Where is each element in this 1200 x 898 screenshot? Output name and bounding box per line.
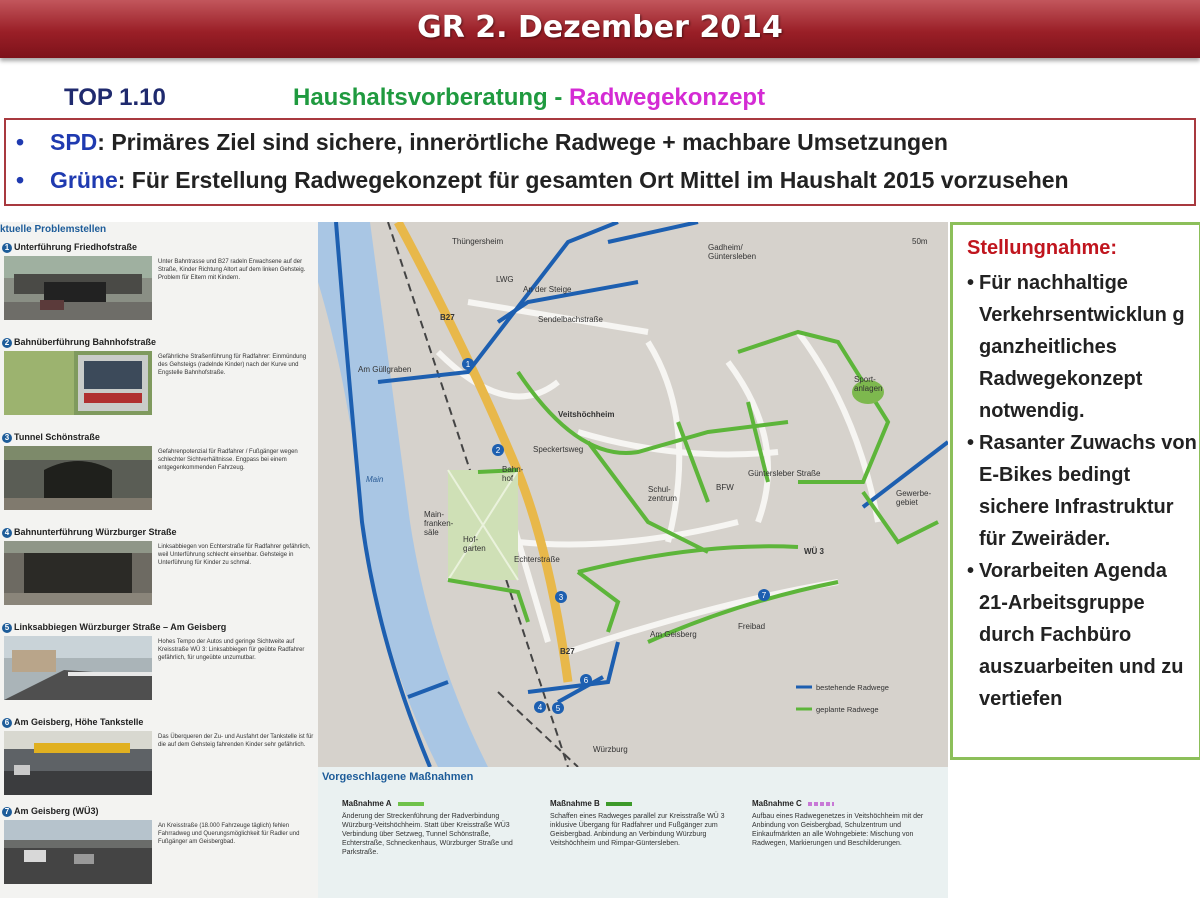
problem-list-heading: ktuelle Problemstellen — [0, 224, 107, 235]
map-label: B27 — [440, 313, 455, 322]
map-label: Main-franken-säle — [424, 510, 454, 537]
measure-title: Maßnahme C — [752, 799, 802, 808]
problem-photo — [4, 446, 152, 510]
problem-text: Linksabbiegen von Echterstraße für Radfahrer gefährlich, weil Unterführung schlecht einsehbar. Gehsteige in Unterführung für Kinder zu schmal. — [158, 544, 311, 566]
problem-title: Am Geisberg, Höhe Tankstelle — [14, 717, 144, 727]
map-label: Gewerbe-gebiet — [896, 489, 932, 507]
problem-number: 5 — [2, 623, 12, 633]
problem-text: Gefahrenpotenzial für Radfahrer / Fußgänger wegen schlechter Sichtverhältnisse. Engpass bei einem entgegenkommenden Fahrzeug. — [158, 449, 298, 471]
problem-item — [0, 242, 318, 328]
party-name: Grüne — [50, 167, 118, 193]
problem-photo — [4, 820, 152, 884]
map-label: Würzburg — [593, 745, 628, 754]
map-label: Schul-zentrum — [648, 485, 677, 503]
map-scale: 50m — [912, 237, 928, 246]
measure-line-swatch — [398, 802, 424, 806]
problem-text: Unter Bahntrasse und B27 radeln Erwachsene auf der Straße, Kinder Richtung Altort auf dem linken Gehsteig. Problem für Eltern mit Kindern. — [158, 259, 306, 281]
svg-text:2: 2 — [495, 446, 501, 455]
map-label: Am Geisberg — [650, 630, 697, 639]
agenda-topic — [293, 84, 765, 112]
party-statements — [4, 118, 1196, 206]
statement-text: : Für Erstellung Radwegekonzept für gesamten Ort Mittel im Haushalt 2015 vorzusehen — [117, 167, 1069, 193]
position-statement-box — [950, 222, 1200, 760]
problem-item — [0, 717, 318, 803]
cycle-map-figure — [0, 222, 948, 898]
town-map — [318, 222, 948, 767]
map-label: An der Steige — [523, 285, 572, 294]
map-label: Hof-garten — [463, 535, 486, 553]
topic-separator: - — [547, 84, 570, 111]
position-text: Vorarbeiten Agenda 21-Arbeitsgruppe durch Fachbüro auszuarbeiten und zu vertiefen — [979, 560, 1184, 710]
bullet: • — [967, 560, 975, 582]
problem-item — [0, 622, 318, 708]
bullet: • — [967, 432, 975, 454]
problem-title: Am Geisberg (WÜ3) — [14, 806, 99, 816]
measure-line-swatch — [606, 802, 632, 806]
legend-planned: geplante Radwege — [816, 705, 879, 714]
map-label: Veitshöchheim — [558, 410, 615, 419]
measure-title: Maßnahme B — [550, 799, 600, 808]
position-text: Für nachhaltige Verkehrsentwicklun g ganzheitliches Radwegekonzept notwendig. — [979, 272, 1185, 422]
problem-number: 2 — [2, 338, 12, 348]
legend-existing: bestehende Radwege — [816, 683, 889, 692]
map-label: Am Güllgraben — [358, 365, 412, 374]
problem-number: 7 — [2, 807, 12, 817]
topic-focus: Radwegekonzept — [569, 84, 766, 111]
topic-main: Haushaltsvorberatung — [293, 84, 548, 111]
problem-item — [0, 527, 318, 613]
title-banner — [0, 0, 1200, 58]
svg-text:6: 6 — [583, 676, 589, 685]
problem-title: Unterführung Friedhofstraße — [14, 242, 137, 252]
map-label: Main — [366, 475, 384, 484]
map-label: Güntersleben — [708, 252, 757, 261]
problem-text: An Kreisstraße (18.000 Fahrzeuge täglich) fehlen Fahrradweg und Querungsmöglichkeit für Radler und Fußgänger am Geisbergbad. — [158, 823, 300, 845]
position-heading: Stellungnahme: — [967, 237, 1118, 259]
measure-line-swatch — [808, 802, 834, 806]
measure-text: Aufbau eines Radwegenetzes in Veitshöchheim mit der Anbindung von Geisbergbad, Schulzentrum und Einkaufmärkten an alle Wohngebiete: Mischung von Radwegen, Markierungen und Beschilderungen. — [752, 813, 924, 847]
map-label: Thüngersheim — [452, 237, 504, 246]
problem-photo — [4, 731, 152, 795]
problem-text: Das Überqueren der Zu- und Ausfahrt der Tankstelle ist für die auf dem Gehsteig fahrenden Kinder sehr gefährlich. — [158, 734, 314, 748]
problem-number: 1 — [2, 243, 12, 253]
map-label: LWG — [496, 275, 514, 284]
problem-photo — [4, 256, 152, 320]
position-item — [967, 555, 1197, 715]
problem-title: Tunnel Schönstraße — [14, 432, 100, 442]
position-list — [967, 267, 1197, 715]
position-item — [967, 427, 1197, 555]
map-label: WÜ 3 — [804, 547, 824, 556]
problem-title: Linksabbiegen Würzburger Straße – Am Geisberg — [14, 622, 227, 632]
measure-c — [752, 799, 942, 848]
map-label: Sport-anlagen — [854, 375, 883, 393]
map-label: Gadheim/ — [708, 243, 743, 252]
town-map-svg — [318, 222, 948, 767]
problem-photo — [4, 541, 152, 605]
problem-item — [0, 337, 318, 423]
map-label: Sendelbachstraße — [538, 315, 603, 324]
svg-text:4: 4 — [537, 703, 543, 712]
svg-text:7: 7 — [761, 591, 767, 600]
problem-item — [0, 806, 318, 892]
problem-number: 6 — [2, 718, 12, 728]
measure-title: Maßnahme A — [342, 799, 392, 808]
problem-number: 4 — [2, 528, 12, 538]
slide-title: GR 2. Dezember 2014 — [417, 10, 783, 45]
position-item — [967, 267, 1197, 427]
svg-text:1: 1 — [465, 360, 471, 369]
measure-a — [342, 799, 532, 857]
position-text: Rasanter Zuwachs von E-Bikes bedingt sichere Infrastruktur für Zweiräder. — [979, 432, 1197, 550]
map-label: Speckertsweg — [533, 445, 584, 454]
bullet: • — [16, 129, 25, 155]
problem-title: Bahnüberführung Bahnhofstraße — [14, 337, 156, 347]
bullet: • — [967, 272, 975, 294]
problem-number: 3 — [2, 433, 12, 443]
agenda-number: TOP 1.10 — [64, 84, 166, 111]
statement-gruene — [16, 167, 1069, 194]
measure-b — [550, 799, 740, 848]
problem-text: Hohes Tempo der Autos und geringe Sichtweite auf Kreisstraße WÜ 3: Linksabbiegen für geübte Radfahrer gefährlich, für ungeübte unzumutbar. — [158, 639, 305, 661]
problem-text: Gefährliche Straßenführung für Radfahrer: Einmündung des Gehsteigs (radelnde Kinder) nach der Kurve und Engstelle Bahnhofstraße. — [158, 354, 307, 376]
svg-text:3: 3 — [558, 593, 564, 602]
statement-text: : Primäres Ziel sind sichere, innerörtliche Radwege + machbare Umsetzungen — [97, 129, 948, 155]
measure-text: Änderung der Streckenführung der Radverbindung Würzburg-Veitshöchheim. Statt über Kreisstraße WÜ3 Verbindung über Setzweg, Tunnel Schönstraße, Echterstraße, Schneckenhaus, Würzburger Straße und Parkstraße. — [342, 813, 513, 856]
problem-title: Bahnunterführung Würzburger Straße — [14, 527, 177, 537]
problem-list — [0, 222, 318, 898]
svg-text:5: 5 — [555, 704, 561, 713]
map-label: Freibad — [738, 622, 766, 631]
problem-photo — [4, 351, 152, 415]
measure-text: Schaffen eines Radweges parallel zur Kreisstraße WÜ 3 inklusive Übergang für Radfahrer und Fußgänger zum Geisbergbad. Anbindung an Verbindung Würzburg Veitshöchheim und Rimpar-Güntersleben. — [550, 813, 725, 847]
bullet: • — [16, 167, 25, 193]
map-label: BFW — [716, 483, 734, 492]
statement-spd — [16, 129, 948, 156]
map-label: Güntersleber Straße — [748, 469, 821, 478]
map-label: B27 — [560, 647, 575, 656]
proposed-measures — [318, 767, 948, 898]
map-label: Echterstraße — [514, 555, 560, 564]
problem-photo — [4, 636, 152, 700]
party-name: SPD — [50, 129, 98, 155]
problem-item — [0, 432, 318, 518]
measures-heading: Vorgeschlagene Maßnahmen — [322, 771, 474, 783]
map-label: Bahn-hof — [502, 465, 524, 483]
